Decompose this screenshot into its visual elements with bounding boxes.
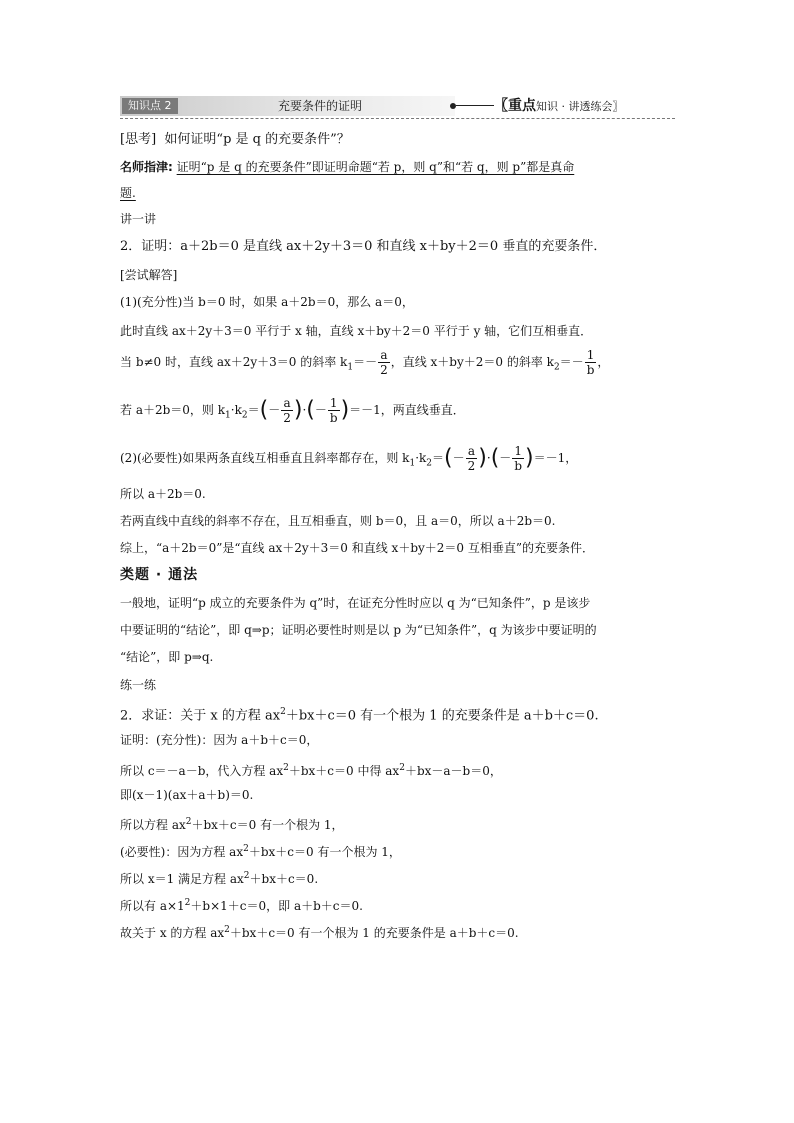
solution-step-6: 所以 a＋2b＝0. [120, 487, 206, 501]
step4-sub2: 2 [241, 410, 248, 421]
proof8-a: 故关于 x 的方程 ax [120, 926, 225, 940]
knowledge-point-tag: 知识点 2 [122, 98, 178, 114]
right-paren: ) [525, 445, 534, 471]
right-paren: ) [340, 397, 350, 423]
solution-step-3 [120, 348, 609, 381]
solution-step-5 [120, 443, 577, 478]
step4-text-c: ＝ [247, 403, 260, 417]
proof5-b: ＋bx＋c＝0 有一个根为 1， [248, 845, 401, 859]
fraction-denominator: b [586, 363, 595, 377]
attempt-label: [尝试解答] [120, 268, 178, 282]
header-badge-main: 〖重点 [494, 98, 536, 114]
proof4-a: 所以方程 ax [120, 818, 186, 832]
practice-problem-a: 2．求证：关于 x 的方程 ax [120, 708, 281, 724]
exponent: 2 [283, 763, 289, 773]
header-divider [120, 118, 675, 119]
fraction-a-over-2 [378, 348, 390, 377]
step4-text-a: 若 a＋2b＝0，则 k [120, 403, 226, 417]
proof2-a: 所以 c＝－a－b，代入方程 ax [120, 764, 284, 778]
step3-text-d: ＝－ [559, 355, 584, 369]
practice-problem [120, 703, 599, 725]
fraction-denominator: b [329, 411, 338, 425]
step5-text-e: ＝－1， [533, 451, 578, 465]
solution-step-4 [120, 395, 465, 430]
fraction-1-over-b [328, 396, 340, 425]
left-paren: ( [306, 397, 315, 423]
fraction-numerator: a [281, 396, 293, 411]
left-paren: ( [490, 445, 500, 471]
fraction-numerator: 1 [512, 444, 524, 459]
guide-text-2: 题. [120, 186, 136, 200]
proof-line-6 [120, 867, 318, 888]
proof-line-2 [120, 759, 502, 780]
think-line [120, 131, 350, 149]
proof2-c: ＋bx－a－b＝0， [404, 764, 502, 778]
header-connector [456, 105, 494, 106]
exponent: 2 [243, 844, 249, 854]
step5-sub2: 2 [426, 458, 433, 469]
exponent: 2 [280, 707, 286, 717]
proof4-b: ＋bx＋c＝0 有一个根为 1， [191, 818, 344, 832]
lecture-problem: 2．证明：a＋2b＝0 是直线 ax＋2y＋3＝0 和直线 x＋by＋2＝0 垂直的充要条件． [120, 239, 607, 254]
minus-sign: － [452, 451, 465, 465]
header-dot-icon [450, 103, 456, 109]
step5-text-d: · [486, 451, 491, 465]
method-heading: 类题 · 通法 [120, 567, 199, 583]
proof-line-1: 证明：(充分性)：因为 a＋b＋c＝0， [120, 733, 319, 747]
practice-heading: 练一练 [120, 678, 157, 692]
proof2-b: ＋bx＋c＝0 中得 ax [288, 764, 400, 778]
solution-step-1: (1)(充分性)当 b＝0 时，如果 a＋2b＝0，那么 a＝0， [120, 295, 414, 309]
method-line-1: 一般地，证明“p 成立的充要条件为 q”时，在证充分性时应以 q 为“已知条件”，p 是该步 [120, 596, 591, 610]
solution-step-2: 此时直线 ax＋2y＋3＝0 平行于 x 轴，直线 x＋by＋2＝0 平行于 y 轴，它们互相垂直． [120, 324, 593, 338]
step5-sub1: 1 [409, 458, 416, 469]
right-paren: ) [478, 445, 487, 471]
fraction-denominator: 2 [283, 411, 291, 425]
proof8-b: ＋bx＋c＝0 有一个根为 1 的充要条件是 a＋b＋c＝0. [229, 926, 519, 940]
section-title: 充要条件的证明 [278, 99, 363, 113]
step3-text-c: ，直线 x＋by＋2＝0 的斜率 k [390, 355, 554, 369]
proof-line-5 [120, 840, 401, 861]
guide-label: 名师指津: [120, 160, 173, 174]
step3-sub1: 1 [347, 362, 354, 373]
left-paren: ( [444, 445, 453, 471]
guide-line-1 [120, 158, 574, 176]
minus-sign: － [314, 403, 327, 417]
header-badge [494, 96, 624, 117]
proof-line-4 [120, 813, 344, 834]
step3-sub2: 2 [553, 362, 560, 373]
header-badge-sub: 知识 · 讲透练会〗 [536, 100, 624, 113]
solution-step-7: 若两直线中直线的斜率不存在，且互相垂直，则 b＝0，且 a＝0，所以 a＋2b＝0. [120, 514, 556, 528]
exponent: 2 [224, 925, 230, 935]
step4-text-e: ＝－1，两直线垂直． [349, 403, 465, 417]
fraction-1-over-b [585, 348, 597, 377]
fraction-numerator: 1 [328, 396, 340, 411]
fraction-numerator: a [378, 348, 390, 363]
exponent: 2 [185, 817, 192, 827]
fraction-a-over-2 [281, 396, 293, 425]
method-line-2: 中要证明的“结论”，即 q⇒p；证明必要性时则是以 p 为“已知条件”，q 为该步中要证明的 [120, 623, 597, 637]
guide-line-2 [120, 184, 136, 202]
left-paren: ( [259, 397, 269, 423]
step4-sub1: 1 [225, 410, 231, 421]
proof5-a: (必要性)：因为方程 ax [120, 845, 244, 859]
proof-line-3: 即(x－1)(ax＋a＋b)＝0. [120, 788, 254, 802]
think-question: 如何证明“p 是 q 的充要条件”？ [164, 132, 350, 147]
exponent: 2 [399, 763, 405, 773]
fraction-numerator: a [466, 444, 478, 459]
step4-text-b: ·k [230, 403, 242, 417]
fraction-denominator: 2 [380, 363, 388, 377]
section-header [120, 96, 675, 116]
fraction-numerator: 1 [585, 348, 597, 363]
proof7-a: 所以有 a×1 [120, 899, 185, 913]
exponent: 2 [184, 898, 191, 908]
minus-sign: － [268, 403, 281, 417]
step3-text-e: ， [597, 355, 610, 369]
right-paren: ) [293, 397, 303, 423]
exponent: 2 [243, 871, 250, 881]
proof6-a: 所以 x＝1 满足方程 ax [120, 872, 244, 886]
step5-text-a: (2)(必要性)如果两条直线互相垂直且斜率都存在，则 k [120, 451, 410, 465]
minus-sign: － [499, 451, 512, 465]
lecture-heading: 讲一讲 [120, 212, 157, 226]
proof6-b: ＋bx＋c＝0. [249, 872, 319, 886]
method-line-3: “结论”，即 p⇒q. [120, 650, 214, 664]
step3-text-a: 当 b≠0 时，直线 ax＋2y＋3＝0 的斜率 k [120, 355, 348, 369]
step5-text-b: ·k [415, 451, 427, 465]
fraction-1-over-b [512, 444, 524, 473]
proof-line-8 [120, 921, 519, 942]
solution-step-8: 综上，“a＋2b＝0”是“直线 ax＋2y＋3＝0 和直线 x＋by＋2＝0 互相垂直”的充要条件． [120, 541, 595, 555]
proof7-b: ＋b×1＋c＝0，即 a＋b＋c＝0. [190, 899, 363, 913]
think-label: [思考] [120, 132, 157, 147]
step4-text-d: · [302, 403, 307, 417]
step5-text-c: ＝ [432, 451, 445, 465]
fraction-denominator: b [514, 459, 522, 473]
practice-problem-b: ＋bx＋c＝0 有一个根为 1 的充要条件是 a＋b＋c＝0. [285, 708, 599, 724]
fraction-a-over-2 [466, 444, 478, 473]
proof-line-7 [120, 894, 363, 915]
fraction-denominator: 2 [467, 459, 476, 473]
guide-text-1: 证明“p 是 q 的充要条件”即证明命题“若 p，则 q”和“若 q，则 p”都是真命 [176, 160, 575, 174]
step3-text-b: ＝－ [353, 355, 378, 369]
